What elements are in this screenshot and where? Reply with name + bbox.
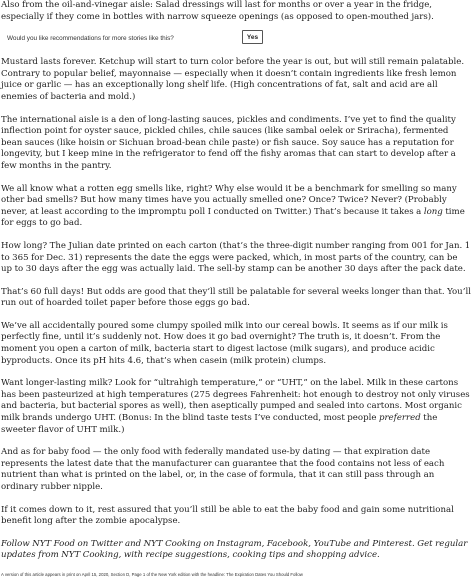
paragraph-uht-milk	[0, 378, 474, 436]
print-edition-caption: A version of this article appears in print on April 15, 2020, Section D, Page 1 of the New York edition with the headline: The Expiration Dates You Should Follow	[1, 571, 303, 577]
text-segment: Want longer-lasting milk? Look for “ultrahigh temperature,” or “UHT,” on the label. Milk in these cartons has been pasteurized at high temperatures (275 degrees Fahrenheit: hot enough to destroy not only viruses and bacteria, but bacterial spores as well), then aseptically pumped and sealed into cartons. Most organic milk brands undergo UHT. (Bonus: In the blind taste tests I’ve conducted, most people	[1, 378, 470, 424]
emphasis-preferred: preferred	[378, 413, 421, 424]
paragraph-sixty-days: That’s 60 full days! But odds are good that they’ll still be palatable for several weeks longer than that. You’ll run out of hoarded toilet paper before those eggs go bad.	[1, 286, 471, 309]
paragraph-international-aisle: The international aisle is a den of long-lasting sauces, pickles and condiments. I’ve yet to find the quality inflection point for oyster sauce, pickled chiles, chile sauces (like sambal oelek or Sriracha), fermented bean sauces (like hoisin or Sichuan broad-bean chile paste) or fish sauce. Soy sauce has a reputation for longevity, but I keep mine in the refrigerator to fend off the fishy aromas that can start to develop after a few months in the pantry.	[1, 114, 456, 171]
paragraph-julian-date: How long? The Julian date printed on each carton (that’s the three-digit number ranging from 001 for Jan. 1 to 365 for Dec. 31) represents the date the eggs were packed, which, in most parts of the country, can be up to 30 days after the egg was actually laid. The sell-by stamp can be another 30 days after the pack date.	[1, 240, 471, 275]
emphasis-long: long	[423, 206, 443, 217]
yes-button[interactable]: Yes	[242, 30, 263, 44]
paragraph-spoiled-milk: We’ve all accidentally poured some clumpy spoiled milk into our cereal bowls. It seems as if our milk is perfectly fine, until it’s suddenly not. How does it go bad overnight? The truth is, it doesn’t. From the moment you open a carton of milk, bacteria start to digest lactose (milk sugars), and produce acidic byproducts. Once its pH hits 4.6, that’s when casein (milk protein) clumps.	[1, 320, 448, 366]
paragraph-zombie-apocalypse: If it comes down to it, rest assured that you’ll still be able to eat the baby food and gain some nutritional benefit long after the zombie apocalypse.	[1, 504, 454, 527]
paragraph-mustard: Mustard lasts forever. Ketchup will start to turn color before the year is out, but will still remain palatable. Contrary to popular belief, mayonnaise — especially when it doesn’t contain ingredients like fresh lemon juice or garlic — has an exceptionally long shelf life. (High concentrations of fat, salt and acid are all enemies of bacteria and mold.)	[1, 57, 465, 102]
text-segment: time for eggs to go bad.	[1, 206, 465, 229]
text-segment: We all know what a rotten egg smells like, right? Why else would it be a benchmark for smelling so many other bad smells? But how many times have you actually smelled one? Once? Twice? Never? (Probably never, at least according to the impromptu poll I conducted on Twitter.) That’s because it takes a	[1, 183, 457, 217]
paragraph-salad-dressings: Also from the oil-and-vinegar aisle: Salad dressings will last for months or over a year in the fridge, especially if they come in bottles with narrow squeeze openings (as opposed to open-mouthed jars).	[1, 0, 434, 22]
follow-nyt-food-note: Follow NYT Food on Twitter and NYT Cooking on Instagram, Facebook, YouTube and Pinterest. Get regular updates from NYT Cooking, with recipe suggestions, cooking tips and shopping advice.	[1, 538, 468, 561]
recommendation-prompt	[0, 27, 474, 55]
recommendation-question: Would you like recommendations for more stories like this?	[7, 35, 174, 43]
paragraph-baby-food: And as for baby food — the only food with federally mandated use-by dating — that expiration date represents the latest date that the manufacturer can guarantee that the food contains not less of each nutrient than what is printed on the label, or, in the case of formula, that it can still pass through an ordinary rubber nipple.	[1, 447, 445, 492]
paragraph-rotten-egg	[0, 184, 474, 230]
text-segment: the sweeter flavor of UHT milk.)	[1, 413, 438, 435]
